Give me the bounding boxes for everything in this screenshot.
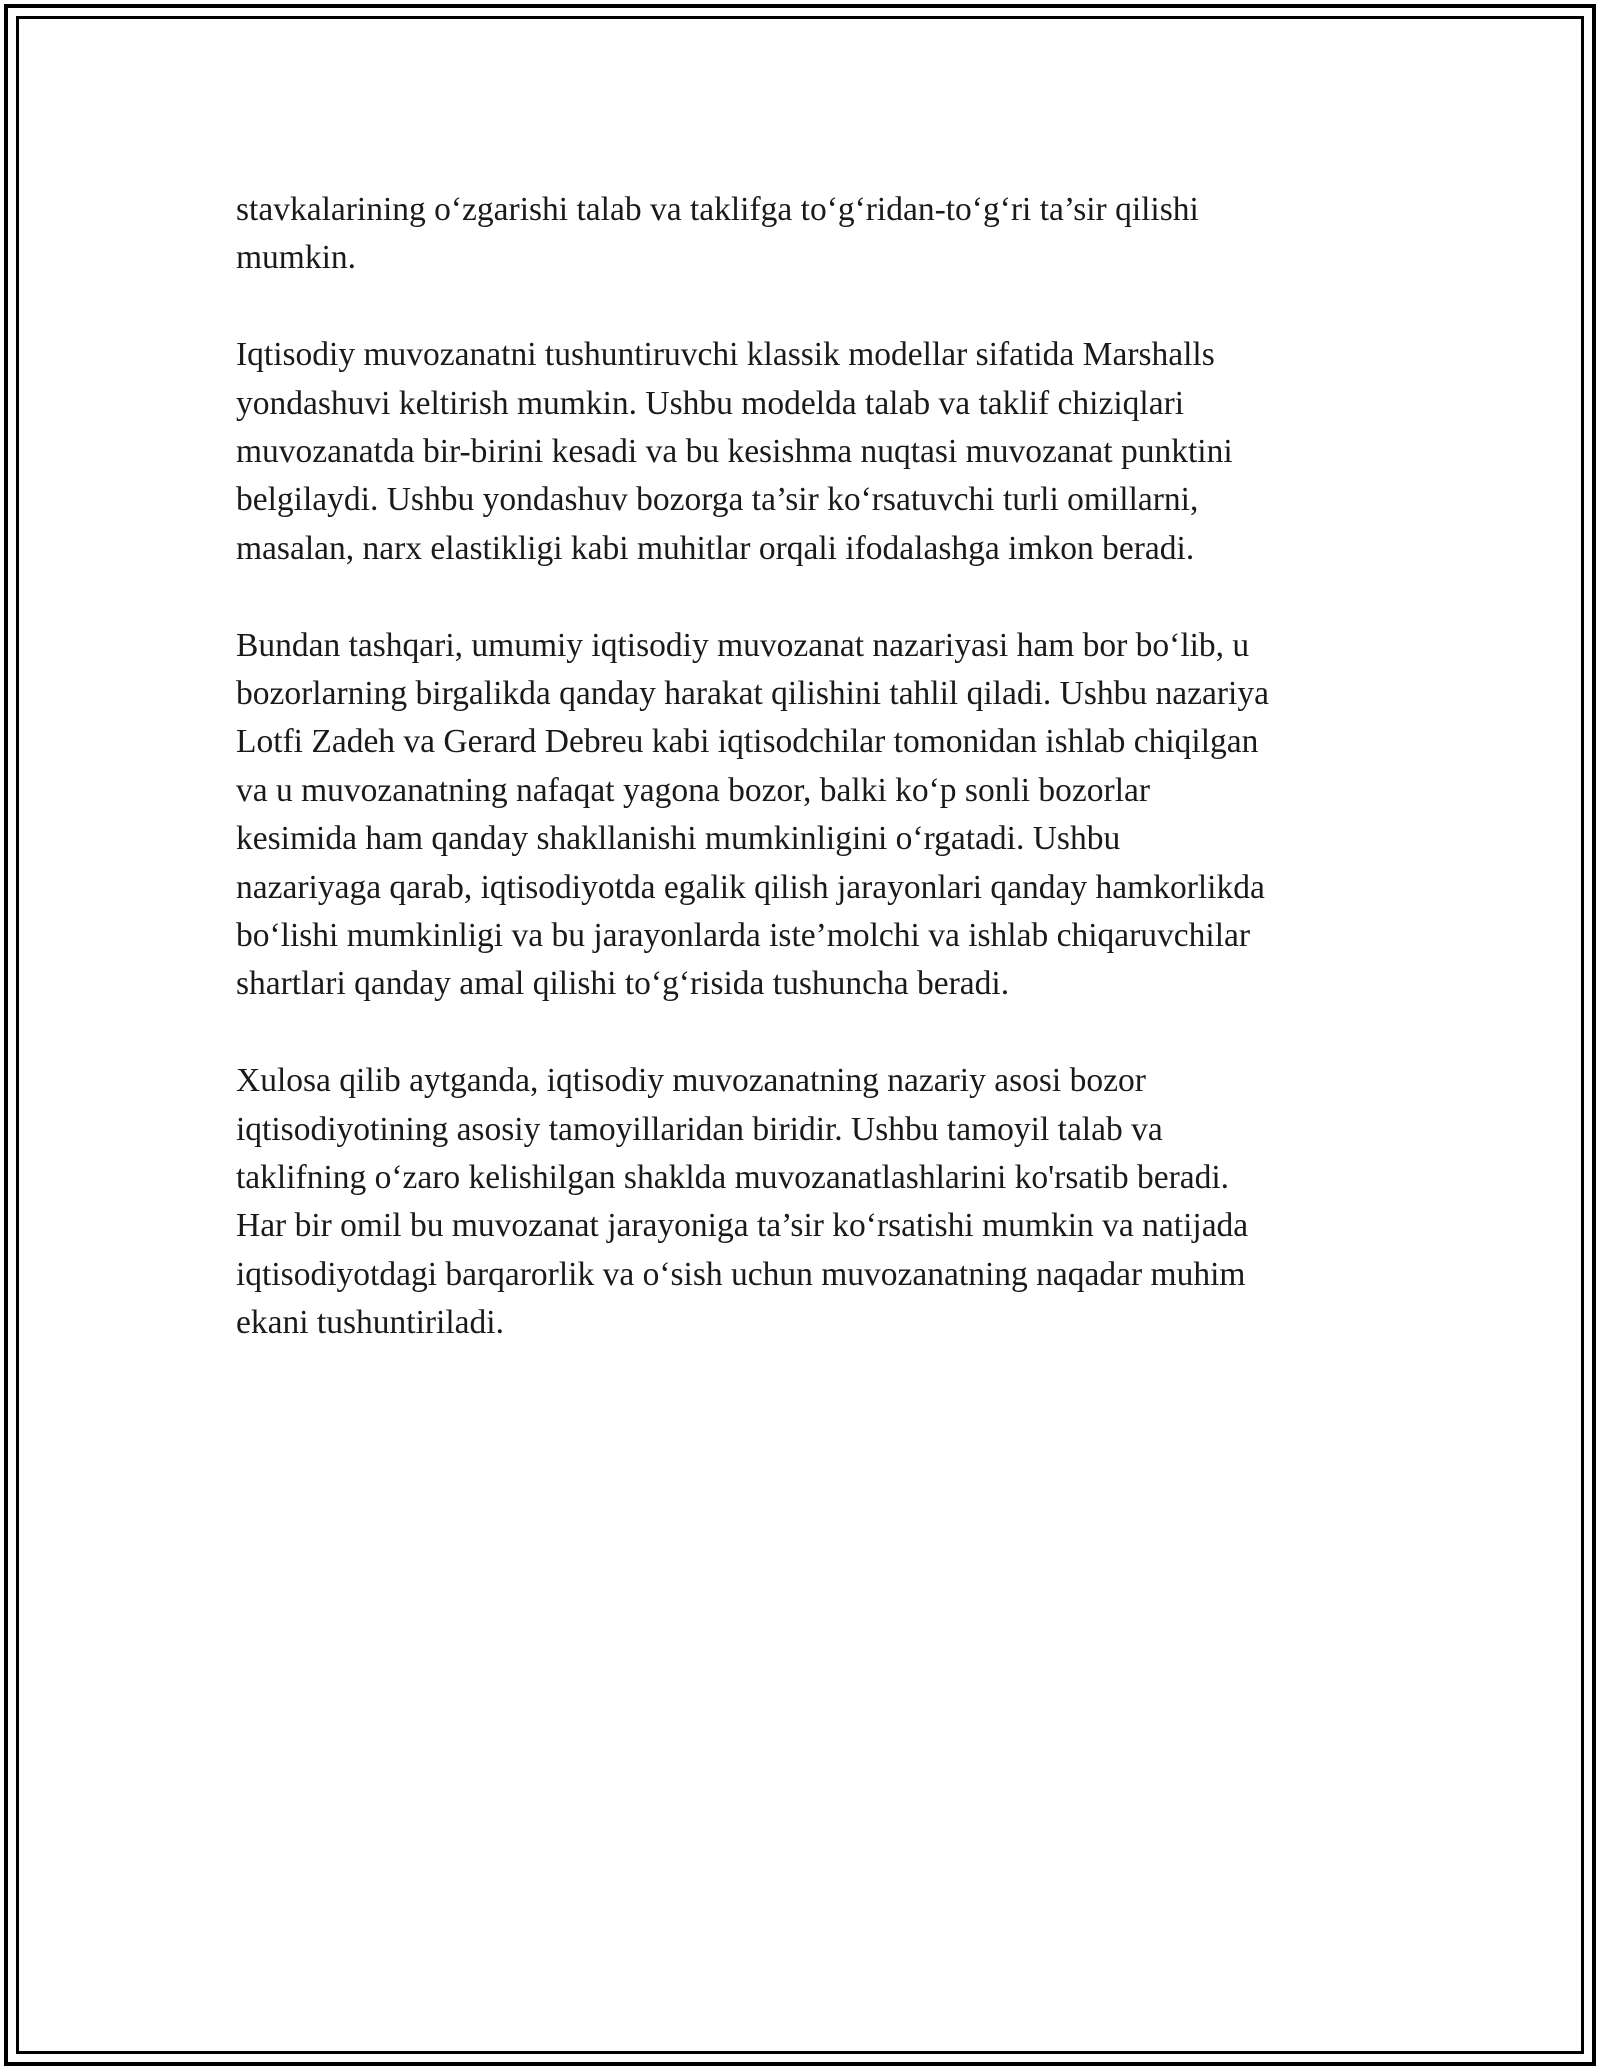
text-line: taklifning o‘zaro kelishilgan shaklda muvozanatlashlarini ko'rsatib beradi. bbox=[236, 1159, 1230, 1197]
text-line: shartlari qanday amal qilishi to‘g‘risida tushuncha beradi. bbox=[236, 965, 1010, 1003]
paragraph-2 bbox=[236, 331, 1386, 573]
text-line: masalan, narx elastikligi kabi muhitlar orqali ifodalashga imkon beradi. bbox=[236, 529, 1195, 567]
text-line: yondashuvi keltirish mumkin. Ushbu modelda talab va taklif chiziqlari bbox=[236, 384, 1185, 422]
text-line: ekani tushuntiriladi. bbox=[236, 1304, 504, 1342]
text-line: nazariyaga qarab, iqtisodiyotda egalik qilish jarayonlari qanday hamkorlikda bbox=[236, 868, 1265, 906]
text-line: stavkalarining o‘zgarishi talab va taklifga to‘g‘ridan-to‘g‘ri ta’sir qilishi bbox=[236, 191, 1199, 228]
text-line: Har bir omil bu muvozanat jarayoniga ta’sir ko‘rsatishi mumkin va natijada bbox=[236, 1207, 1249, 1245]
text-line: muvozanatda bir-birini kesadi va bu kesishma nuqtasi muvozanat punktini bbox=[236, 433, 1233, 471]
text-line: Lotfi Zadeh va Gerard Debreu kabi iqtisodchilar tomonidan ishlab chiqilgan bbox=[236, 723, 1259, 761]
text-line: va u muvozanatning nafaqat yagona bozor, balki ko‘p sonli bozorlar bbox=[236, 771, 1151, 809]
text-line: iqtisodiyotdagi barqarorlik va o‘sish uchun muvozanatning naqadar muhim bbox=[236, 1255, 1246, 1293]
paragraph-3 bbox=[236, 622, 1386, 1009]
text-line: mumkin. bbox=[236, 239, 357, 277]
text-line: kesimida ham qanday shakllanishi mumkinligini o‘rgatadi. Ushbu bbox=[236, 820, 1121, 858]
paragraph-4 bbox=[236, 1057, 1386, 1347]
text-line: bozorlarning birgalikda qanday harakat qilishini tahlil qiladi. Ushbu nazariya bbox=[236, 675, 1269, 713]
text-line: Bundan tashqari, umumiy iqtisodiy muvozanat nazariyasi ham bor bo‘lib, u bbox=[236, 626, 1250, 664]
paragraph-1 bbox=[236, 186, 1386, 283]
document-body bbox=[236, 186, 1386, 1348]
text-line: Xulosa qilib aytganda, iqtisodiy muvozanatning nazariy asosi bozor bbox=[236, 1062, 1146, 1100]
text-line: bo‘lishi mumkinligi va bu jarayonlarda iste’molchi va ishlab chiqaruvchilar bbox=[236, 917, 1251, 955]
text-line: belgilaydi. Ushbu yondashuv bozorga ta’sir ko‘rsatuvchi turli omillarni, bbox=[236, 481, 1199, 519]
text-line: Iqtisodiy muvozanatni tushuntiruvchi klassik modellar sifatida Marshalls bbox=[236, 336, 1215, 374]
text-line: iqtisodiyotining asosiy tamoyillaridan biridir. Ushbu tamoyil talab va bbox=[236, 1110, 1163, 1148]
